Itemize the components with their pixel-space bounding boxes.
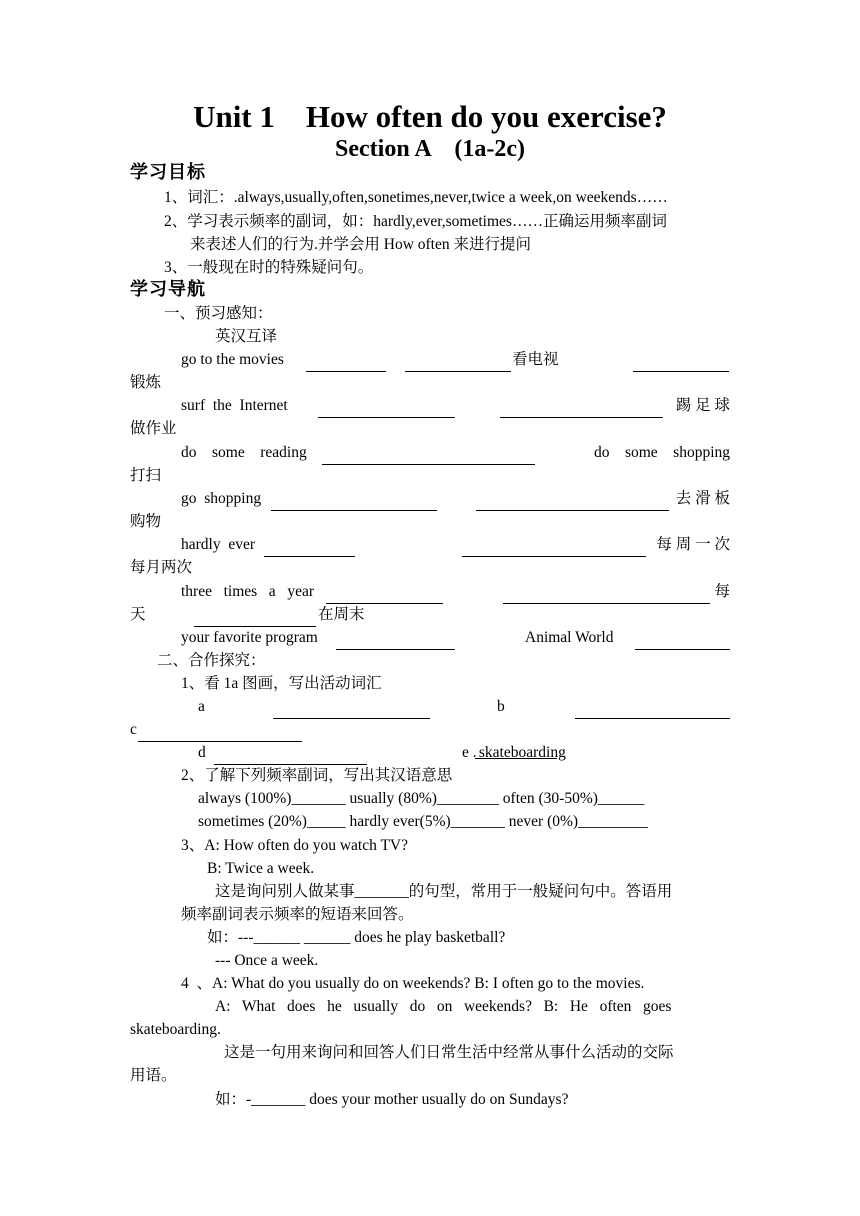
answer-blank[interactable]: [264, 540, 355, 557]
adverb-line-1: always (100%)_______ usually (80%)________ often (30-50%)______: [198, 790, 645, 807]
vocab-item: 做作业: [130, 420, 177, 437]
question-3-note: 这是询问别人做某事_______的句型，常用于一般疑问句中。答语用: [215, 883, 673, 900]
answer-blank[interactable]: [214, 748, 367, 765]
page-title: Unit 1 How often do you exercise?: [193, 99, 667, 134]
answer-blank[interactable]: [633, 355, 729, 372]
answer-blank[interactable]: [635, 633, 730, 650]
vocab-item: 购物: [130, 513, 162, 530]
question-1: 1、看 1a 图画，写出活动词汇: [181, 675, 382, 692]
vocab-item: 每: [714, 583, 730, 600]
vocab-item: three times a year: [181, 583, 314, 600]
guide-heading: 学习导航: [130, 279, 206, 300]
question-3-answer: B: Twice a week.: [207, 860, 315, 877]
activity-label: e .: [462, 744, 477, 761]
answer-blank[interactable]: [503, 587, 710, 604]
question-4-line-2: A: What does he usually do on weekends? B: He often goes: [215, 998, 672, 1015]
activity-label: b: [497, 698, 505, 715]
adverb-line-2: sometimes (20%)_____ hardly ever(5%)_______ never (0%)_________: [198, 813, 648, 830]
page-subtitle: Section A (1a-2c): [335, 136, 525, 162]
question-3-example-answer: --- Once a week.: [215, 952, 319, 969]
vocab-item: 每 周 一 次: [656, 536, 730, 553]
answer-blank[interactable]: [138, 725, 302, 742]
question-4: 4 、A: What do you usually do on weekends? B: I often go to the movies.: [181, 975, 645, 992]
question-4-example: 如：-_______ does your mother usually do on Sundays?: [215, 1091, 569, 1108]
vocab-item: your favorite program: [181, 629, 318, 646]
part2-heading: 二、合作探究：: [157, 652, 266, 669]
goal-2: 2、学习表示频率的副词，如：hardly,ever,sometimes……正确运用频率副词: [164, 213, 667, 230]
activity-label: a: [198, 698, 205, 715]
question-3-note-cont: 频率副词表示频率的短语来回答。: [181, 906, 414, 923]
answer-blank[interactable]: [322, 448, 535, 465]
part1-subheading: 英汉互译: [215, 328, 278, 345]
answer-blank[interactable]: [462, 540, 646, 557]
goal-3: 3、一般现在时的特殊疑问句。: [164, 259, 374, 276]
vocab-item: 踢 足 球: [675, 397, 730, 414]
answer-blank[interactable]: [336, 633, 455, 650]
question-3-example: 如：---______ ______ does he play basketball?: [207, 929, 506, 946]
answer-blank[interactable]: [326, 587, 443, 604]
vocab-item: go shopping: [181, 490, 262, 507]
vocab-item: do some shopping: [593, 444, 730, 461]
question-2: 2、了解下列频率副词，写出其汉语意思: [181, 767, 453, 784]
activity-label: d: [198, 744, 206, 761]
goal-2-continued: 来表述人们的行为.并学会用 How often 来进行提问: [190, 236, 531, 253]
vocab-item: 打扫: [130, 467, 162, 484]
answer-blank[interactable]: [318, 401, 455, 418]
question-4-line-3: skateboarding.: [130, 1021, 221, 1038]
activity-label: c: [130, 721, 137, 738]
vocab-item: 天: [130, 606, 146, 623]
question-4-note-cont: 用语。: [130, 1067, 177, 1084]
activity-answer: skateboarding: [475, 744, 566, 761]
vocab-item: 锻炼: [130, 374, 162, 391]
question-4-note: 这是一句用来询问和回答人们日常生活中经常从事什么活动的交际: [224, 1044, 674, 1061]
answer-blank[interactable]: [271, 494, 437, 511]
goals-heading: 学习目标: [130, 162, 206, 183]
vocab-item: 每月两次: [130, 559, 193, 576]
answer-blank[interactable]: [306, 355, 386, 372]
answer-blank[interactable]: [273, 702, 430, 719]
vocab-item: go to the movies: [181, 351, 284, 368]
vocab-item: 在周末: [318, 606, 365, 623]
answer-blank[interactable]: [500, 401, 663, 418]
vocab-item: do some reading: [181, 444, 307, 461]
answer-blank[interactable]: [575, 702, 730, 719]
vocab-item: hardly ever: [181, 536, 256, 553]
part1-heading: 一、预习感知：: [164, 305, 273, 322]
answer-blank[interactable]: [405, 355, 511, 372]
answer-blank[interactable]: [194, 610, 316, 627]
vocab-item: 去 滑 板: [675, 490, 730, 507]
goal-1: 1、词汇：.always,usually,often,sonetimes,never,twice a week,on weekends……: [164, 189, 668, 206]
vocab-item: 看电视: [512, 351, 559, 368]
answer-blank[interactable]: [476, 494, 669, 511]
vocab-item: surf the Internet: [181, 397, 288, 414]
vocab-item: Animal World: [525, 629, 614, 646]
question-3: 3、A: How often do you watch TV?: [181, 837, 409, 854]
